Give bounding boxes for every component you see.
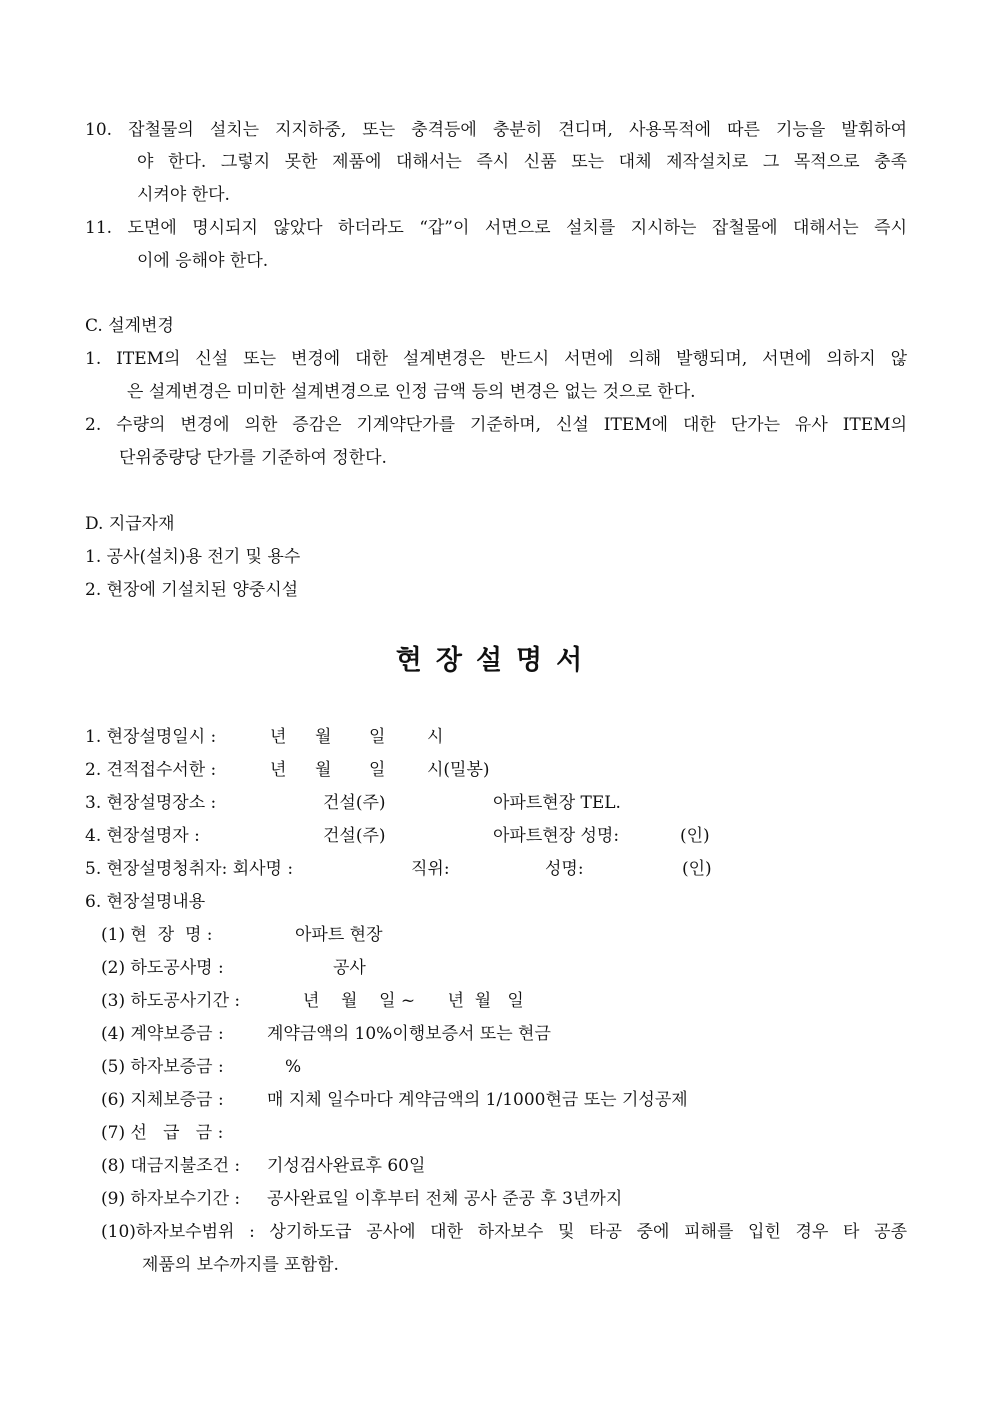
row1-year: 년 [270, 727, 287, 747]
row2-day: 일 [369, 760, 386, 780]
detail7-label: (7) 선 급 금 : [101, 1123, 224, 1143]
item10-line3: 시켜야 한다. [137, 185, 230, 205]
detail8-value: 기성검사완료후 60일 [267, 1156, 426, 1176]
detail5-value: % [285, 1057, 302, 1077]
row4-company: 건설(주) [323, 826, 386, 846]
detail10-line2: 제품의 보수까지를 포함함. [142, 1255, 339, 1275]
row1-day: 일 [369, 727, 386, 747]
row5-position: 직위: [411, 859, 450, 879]
detail10-line1: (10)하자보수범위 : 상기하도급 공사에 대한 하자보수 및 타공 중에 피해를 입힌 경우 타 공종 [101, 1222, 907, 1242]
row5-name: 성명: [545, 859, 584, 879]
row3-company: 건설(주) [323, 793, 386, 813]
section-d-item1: 1. 공사(설치)용 전기 및 용수 [85, 547, 301, 567]
row4-seal: (인) [680, 826, 710, 846]
page-title: 현장설명서 [395, 645, 597, 676]
section-c-item1-line2: 은 설계변경은 미미한 설계변경으로 인정 금액 등의 변경은 없는 것으로 한다. [127, 382, 696, 402]
item10-line2: 야 한다. 그렇지 못한 제품에 대해서는 즉시 신품 또는 대체 제작설치로 그 목적으로 충족 [137, 152, 907, 172]
detail5-label: (5) 하자보증금 : [101, 1057, 224, 1077]
item10-line1: 10. 잡철물의 설치는 지지하중, 또는 충격등에 충분히 견디며, 사용목적에 따른 기능을 발휘하여 [85, 120, 907, 140]
row2-hour: 시(밀봉) [427, 760, 490, 780]
detail9-label: (9) 하자보수기간 : [101, 1189, 241, 1209]
row6-label: 6. 현장설명내용 [85, 892, 206, 912]
row2-year: 년 [270, 760, 287, 780]
row4-label: 4. 현장설명자 : [85, 826, 200, 846]
row5-seal: (인) [682, 859, 712, 879]
section-c-item1-line1: 1. ITEM의 신설 또는 변경에 대한 설계변경은 반드시 서면에 의해 발행되며, 서면에 의하지 않 [85, 349, 907, 369]
detail3-label: (3) 하도공사기간 : [101, 991, 241, 1011]
detail6-value: 매 지체 일수마다 계약금액의 1/1000현금 또는 기성공제 [267, 1090, 688, 1110]
section-c-item2-line2: 단위중량당 단가를 기준하여 정한다. [119, 448, 387, 468]
detail4-value: 계약금액의 10%이행보증서 또는 현금 [267, 1024, 551, 1044]
row1-month: 월 [315, 727, 332, 747]
row3-label: 3. 현장설명장소 : [85, 793, 217, 813]
section-d-heading: D. 지급자재 [85, 514, 175, 534]
row2-month: 월 [315, 760, 332, 780]
row3-site: 아파트현장 TEL. [493, 793, 621, 813]
detail6-label: (6) 지체보증금 : [101, 1090, 224, 1110]
detail9-value: 공사완료일 이후부터 전체 공사 준공 후 3년까지 [267, 1189, 623, 1209]
row1-hour: 시 [427, 727, 444, 747]
detail3-value: 년 월 일 ~ 년 월 일 [303, 991, 524, 1011]
detail1-label: (1) 현 장 명 : [101, 925, 213, 945]
item11-line1: 11. 도면에 명시되지 않았다 하더라도 “갑”이 서면으로 설치를 지시하는 잡철물에 대해서는 즉시 [85, 218, 907, 238]
row4-site: 아파트현장 성명: [493, 826, 620, 846]
section-d-item2: 2. 현장에 기설치된 양중시설 [85, 580, 299, 600]
row1-label: 1. 현장설명일시 : [85, 727, 217, 747]
item11-line2: 이에 응해야 한다. [137, 251, 269, 271]
row2-label: 2. 견적접수서한 : [85, 760, 217, 780]
detail2-value: 공사 [333, 958, 366, 978]
detail2-label: (2) 하도공사명 : [101, 958, 224, 978]
detail1-value: 아파트 현장 [295, 925, 383, 945]
section-c-heading: C. 설계변경 [85, 316, 174, 336]
section-c-item2-line1: 2. 수량의 변경에 의한 증감은 기계약단가를 기준하며, 신설 ITEM에 대한 단가는 유사 ITEM의 [85, 415, 907, 435]
detail4-label: (4) 계약보증금 : [101, 1024, 224, 1044]
detail8-label: (8) 대금지불조건 : [101, 1156, 241, 1176]
row5-label: 5. 현장설명청취자: 회사명 : [85, 859, 294, 879]
